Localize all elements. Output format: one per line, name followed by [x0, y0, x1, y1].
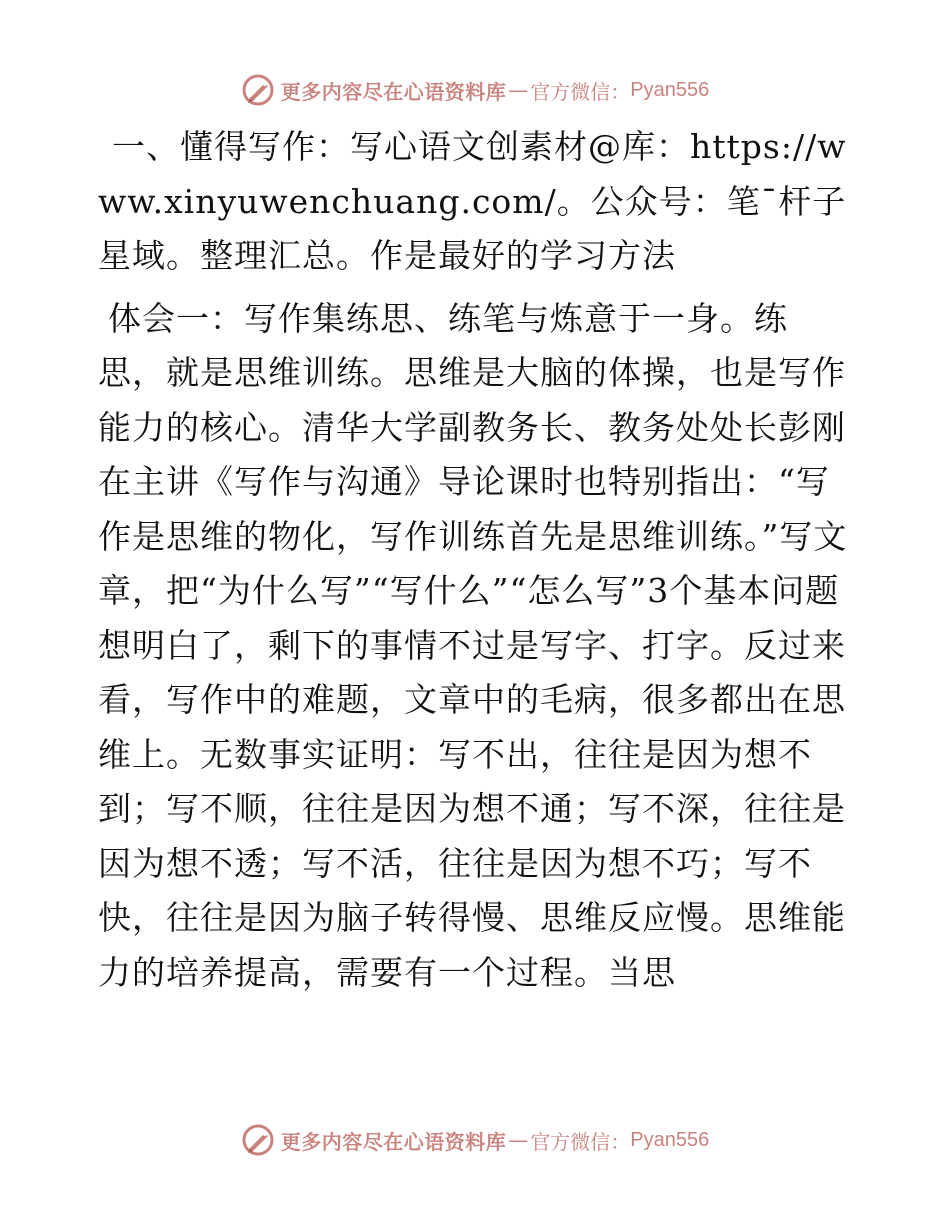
watermark-separator: — [508, 1128, 529, 1152]
watermark-separator: — [508, 78, 529, 102]
watermark-title: 更多内容尽在心语资料库 [280, 79, 507, 104]
pen-logo-icon [241, 1123, 275, 1157]
watermark-id: Pyan556 [630, 78, 710, 101]
section-heading: 一、懂得写作：写心语文创素材@库：https://www.xinyuwenchuang.com/。公众号：笔¯杆子星域。整理汇总。作是最好的学习方法 [98, 127, 847, 275]
header-watermark [0, 70, 950, 110]
body-paragraph: 体会一：写作集练思、练笔与炼意于一身。练思，就是思维训练。思维是大脑的体操，也是写作能力的核心。清华大学副教务长、教务处处长彭刚在主讲《写作与沟通》导论课时也特别指出：“写作是思维的物化，写作训练首先是思维训练。”写文章，把“为什么写”“写什么”“怎么写”3个基本问题想明白了，剩下的事情不过是写字、打字。反过来看，写作中的难题，文章中的毛病，很多都出在思维上。无数事实证明：写不出，往往是因为想不到；写不顺，往往是因为想不通；写不深，往往是因为想不透；写不活，往往是因为想不巧；写不快，往往是因为脑子转得慢、思维反应慢。思维能力的培养提高，需要有一个过程。当思 [98, 298, 848, 992]
footer-watermark [0, 1120, 950, 1160]
watermark-label: 官方微信： [530, 79, 631, 104]
watermark-title: 更多内容尽在心语资料库 [280, 1129, 507, 1154]
document-body [98, 120, 852, 1000]
watermark-label: 官方微信： [530, 1129, 631, 1154]
watermark-id: Pyan556 [630, 1128, 710, 1151]
pen-logo-icon [241, 73, 275, 107]
